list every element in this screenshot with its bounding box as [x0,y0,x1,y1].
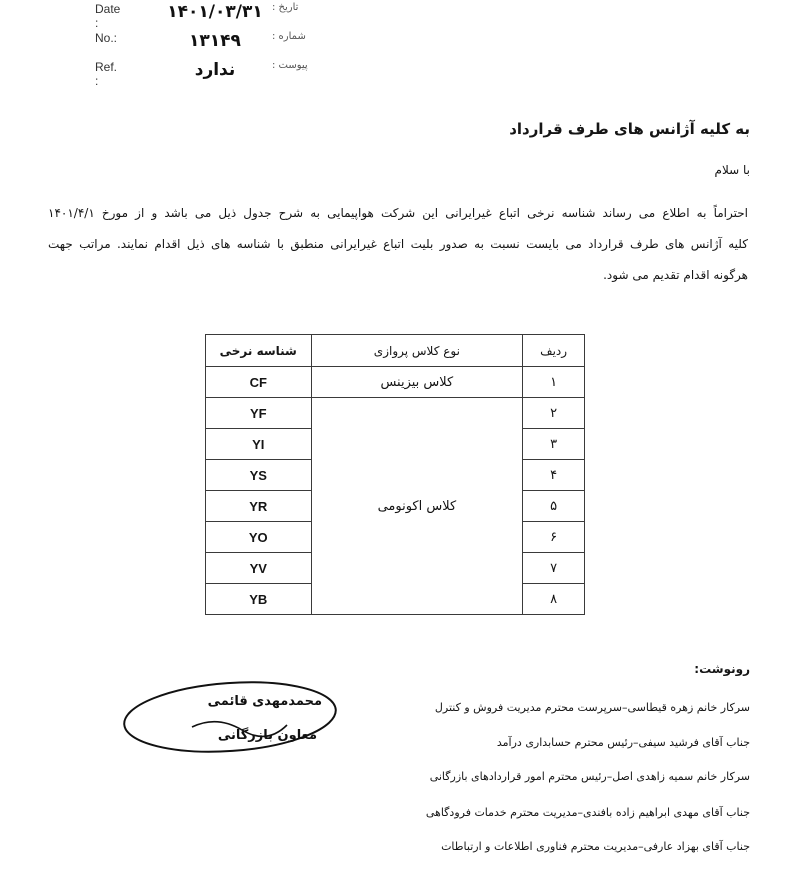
fare-code-cell: YO [206,522,312,553]
signature-stamp [122,675,352,770]
cc-item: جناب آقای مهدی ابراهیم زاده بافندی–مدیریت محترم خدمات فرودگاهی [425,806,750,819]
date-value: ۱۴۰۱/۰۳/۳۱ [167,2,263,22]
body-line-3: هرگونه اقدام تقدیم می شود. [603,268,748,282]
cc-item: سرکار خانم زهره قیطاسی–سرپرست محترم مدیریت فروش و کنترل [434,701,750,714]
cc-item: جناب آقای بهزاد عارفی–مدیریت محترم فناوری اطلاعات و ارتباطات [441,840,750,853]
cc-title: رونوشت: [694,662,750,676]
row-number-cell: ۸ [523,584,585,615]
header-row-number: ردیف [523,335,585,367]
row-number-cell: ۵ [523,491,585,522]
signature-name: محمدمهدی قائمی [207,694,322,709]
date-label-fa: تاریخ : [272,2,299,13]
header-fare-code: شناسه نرخی [206,335,312,367]
table-row [206,367,585,398]
header-flight-class: نوع کلاس پروازی [311,335,523,367]
signature-oval [122,676,338,759]
row-number-cell: ۶ [523,522,585,553]
number-value: ۱۳۱۴۹ [189,31,241,51]
date-label-en: Date : [95,2,121,30]
fare-code-table [205,334,585,615]
cc-item: سرکار خانم سمیه زاهدی اصل–رئیس محترم امور قراردادهای بازرگانی [429,770,750,783]
ref-label-fa: پیوست : [272,60,308,71]
ref-value: ندارد [194,60,236,80]
business-class-cell: کلاس بیزینس [311,367,523,398]
fare-code-cell: YR [206,491,312,522]
row-number-cell: ۳ [523,429,585,460]
row-number-cell: ۱ [523,367,585,398]
row-number-cell: ۴ [523,460,585,491]
fare-code-cell: YF [206,398,312,429]
letter-subject: به کلیه آژانس های طرف قرارداد [509,120,750,138]
body-line-1: احتراماً به اطلاع می رساند شناسه نرخی اتباع غیرایرانی این شرکت هواپیمایی به شرح جدول ذیل می باشد و از مورخ ۱۴۰۱/۴/۱ [48,206,748,220]
letter-greeting: با سلام [714,163,750,177]
fare-code-cell: YS [206,460,312,491]
ref-label-en: Ref. : [95,60,118,88]
table-row [206,398,585,429]
letter-body [48,198,748,291]
body-line-2: کلیه آژانس های طرف قرارداد می بایست نسبت به صدور بلیت اتباع غیرایرانی منطبق با شناسه های ذیل اقدام نمایند. مراتب جهت [48,237,748,251]
row-number-cell: ۷ [523,553,585,584]
number-label-fa: شماره : [272,31,306,42]
fare-code-cell: YV [206,553,312,584]
number-label-en: No.: [95,31,118,45]
signature-title: معاون بازرگانی [217,728,317,743]
row-number-cell: ۲ [523,398,585,429]
fare-code-cell: YI [206,429,312,460]
economy-class-cell: کلاس اکونومی [311,398,523,615]
table-header-row [206,335,585,367]
cc-item: جناب آقای فرشید سیفی–رئیس محترم حسابداری درآمد [496,736,750,749]
fare-code-cell: CF [206,367,312,398]
fare-code-cell: YB [206,584,312,615]
